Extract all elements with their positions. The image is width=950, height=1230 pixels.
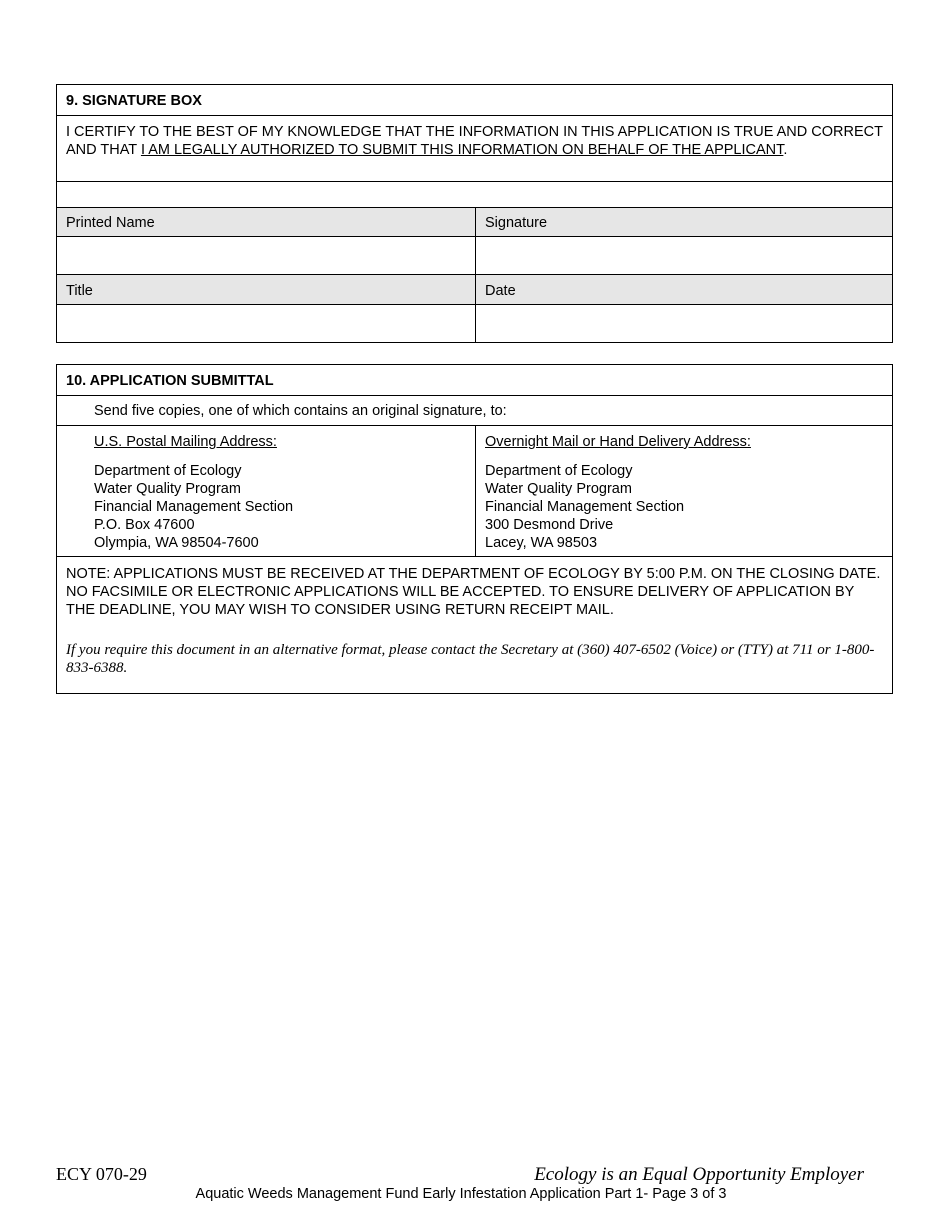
overnight-address-label: Overnight Mail or Hand Delivery Address: bbox=[485, 434, 751, 450]
postal-address-line: Water Quality Program bbox=[94, 481, 241, 497]
postal-address-lines bbox=[57, 462, 475, 552]
postal-address-line: Department of Ecology bbox=[94, 463, 242, 479]
postal-address-line: Olympia, WA 98504-7600 bbox=[94, 535, 259, 551]
title-field[interactable] bbox=[57, 305, 476, 342]
submittal-heading: 10. APPLICATION SUBMITTAL bbox=[57, 365, 892, 396]
equal-opportunity-statement: Ecology is an Equal Opportunity Employer bbox=[534, 1164, 864, 1185]
postal-address-line: P.O. Box 47600 bbox=[94, 517, 195, 533]
submittal-instruction: Send five copies, one of which contains an original signature, to: bbox=[57, 396, 892, 426]
address-row bbox=[57, 426, 892, 557]
signature-box-heading: 9. SIGNATURE BOX bbox=[57, 85, 892, 116]
printed-name-field[interactable] bbox=[57, 237, 476, 274]
overnight-address-line: Financial Management Section bbox=[485, 499, 685, 515]
certification-end: . bbox=[783, 142, 788, 158]
date-field[interactable] bbox=[476, 305, 892, 342]
postal-address-block bbox=[57, 426, 476, 556]
certification-authorized-text: I AM LEGALLY AUTHORIZED TO SUBMIT THIS INFORMATION ON BEHALF OF THE APPLICANT bbox=[140, 142, 784, 158]
title-label: Title bbox=[57, 275, 476, 304]
overnight-address-lines bbox=[476, 462, 892, 552]
form-code: ECY 070-29 bbox=[56, 1164, 147, 1184]
spacer-row bbox=[57, 182, 892, 208]
date-label: Date bbox=[485, 283, 516, 299]
note-block bbox=[57, 557, 892, 693]
application-submittal-section bbox=[56, 364, 893, 694]
name-signature-input-row bbox=[57, 237, 892, 275]
page-footer-title: Aquatic Weeds Management Fund Early Infestation Application Part 1- Page 3 of 3 bbox=[195, 1186, 727, 1202]
overnight-address-block bbox=[476, 426, 892, 556]
title-date-input-row bbox=[57, 305, 892, 342]
printed-name-label: Printed Name bbox=[57, 208, 476, 236]
overnight-address-line: 300 Desmond Drive bbox=[485, 517, 614, 533]
signature-field[interactable] bbox=[476, 237, 892, 274]
postal-address-line: Financial Management Section bbox=[94, 499, 294, 515]
accessibility-note: If you require this document in an alternative format, please contact the Secretary at (360) 407-6502 (Voice) or (TTY) at 711 or 1-800-833-6388. bbox=[66, 642, 875, 676]
title-date-label-row bbox=[57, 275, 892, 305]
overnight-address-line: Water Quality Program bbox=[485, 481, 632, 497]
overnight-address-line: Department of Ecology bbox=[485, 463, 633, 479]
postal-address-label: U.S. Postal Mailing Address: bbox=[94, 434, 277, 450]
certification-text: I CERTIFY TO THE BEST OF MY KNOWLEDGE THAT THE INFORMATION IN THIS APPLICATION IS TRUE AND CORRECT AND THAT bbox=[66, 124, 883, 158]
signature-box-section bbox=[56, 84, 893, 343]
name-signature-label-row bbox=[57, 208, 892, 237]
signature-label: Signature bbox=[485, 215, 548, 231]
overnight-address-line: Lacey, WA 98503 bbox=[485, 535, 598, 551]
deadline-note: NOTE: APPLICATIONS MUST BE RECEIVED AT THE DEPARTMENT OF ECOLOGY BY 5:00 P.M. ON THE CLOSING DATE. NO FACSIMILE OR ELECTRONIC APPLICATIONS WILL BE ACCEPTED. TO ENSURE DELIVERY OF APPLICATION BY THE DEADLINE, YOU MAY WISH TO CONSIDER USING RETURN RECEIPT MAIL. bbox=[66, 566, 881, 618]
certification-statement bbox=[57, 116, 892, 182]
